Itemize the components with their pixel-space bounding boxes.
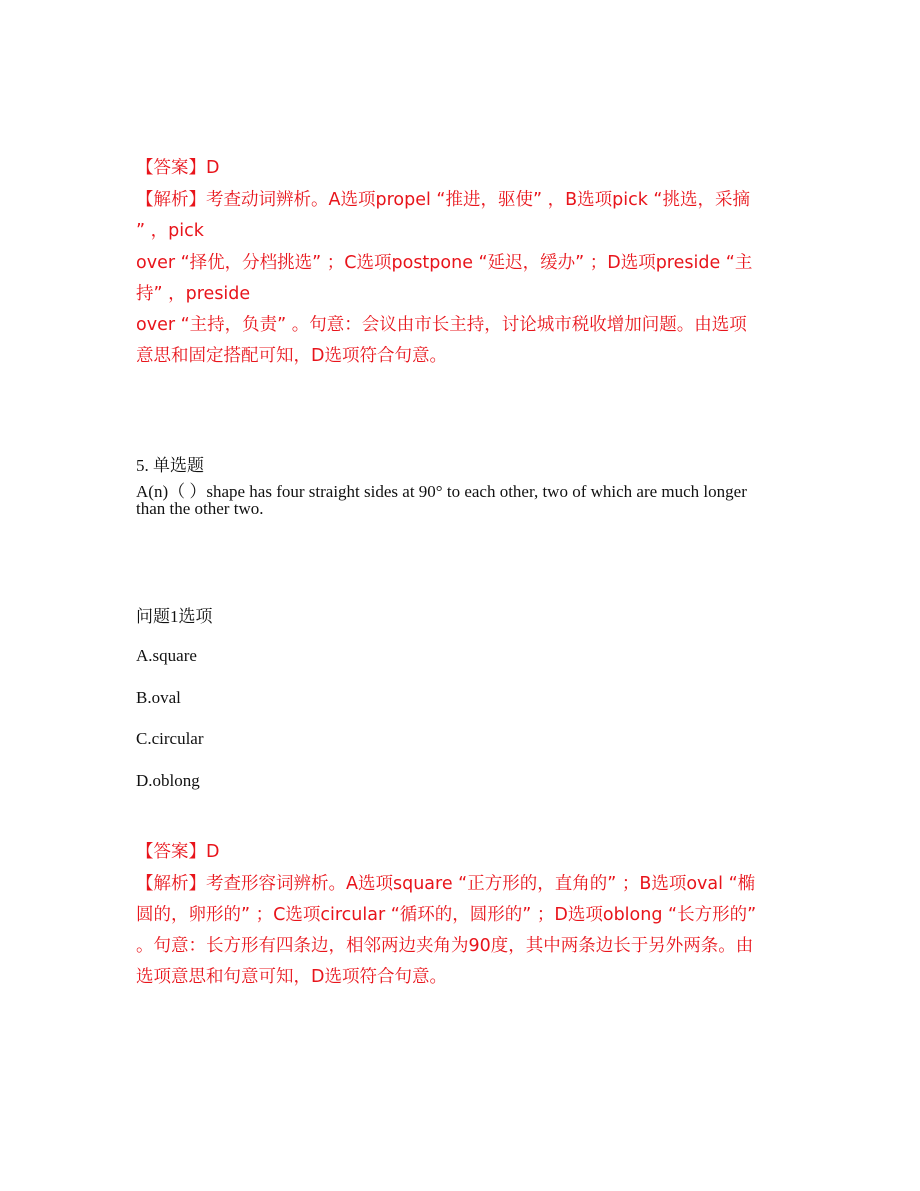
analysis-1-line-1: 【解析】考查动词辨析。A选项propel “推进，驱使” ，B选项pick “挑选，采摘	[136, 190, 750, 210]
question-stem-line-1: A(n)（ ）shape has four straight sides at 90° to each other, two of which are much longer	[136, 482, 747, 501]
answer-2: 【答案】D	[136, 842, 220, 862]
analysis-1-line-5: over “主持，负责” 。句意：会议由市长主持，讨论城市税收增加问题。由选项	[136, 315, 747, 335]
option-a: A.square	[136, 646, 197, 665]
answer-1: 【答案】D	[136, 158, 220, 178]
analysis-2-line-3: 。句意：长方形有四条边，相邻两边夹角为90度，其中两条边长于另外两条。由	[136, 936, 754, 956]
option-d: D.oblong	[136, 771, 200, 790]
analysis-2-line-4: 选项意思和句意可知，D选项符合句意。	[136, 967, 447, 987]
option-c: C.circular	[136, 729, 204, 748]
question-heading: 5. 单选题	[136, 456, 204, 475]
question-stem-line-2: than the other two.	[136, 499, 264, 518]
analysis-1-line-6: 意思和固定搭配可知，D选项符合句意。	[136, 346, 447, 366]
option-b: B.oval	[136, 688, 181, 707]
analysis-1-line-3: over “择优，分档挑选” ；C选项postpone “延迟，缓办” ；D选项preside “主	[136, 253, 753, 273]
analysis-2-line-2: 圆的，卵形的” ；C选项circular “循环的，圆形的” ；D选项oblong “长方形的”	[136, 905, 757, 925]
options-heading: 问题1选项	[136, 607, 213, 626]
analysis-2-line-1: 【解析】考查形容词辨析。A选项square “正方形的，直角的” ；B选项oval “椭	[136, 874, 756, 894]
analysis-1-line-2: ” ，pick	[136, 221, 204, 241]
analysis-1-line-4: 持” ，preside	[136, 284, 251, 304]
